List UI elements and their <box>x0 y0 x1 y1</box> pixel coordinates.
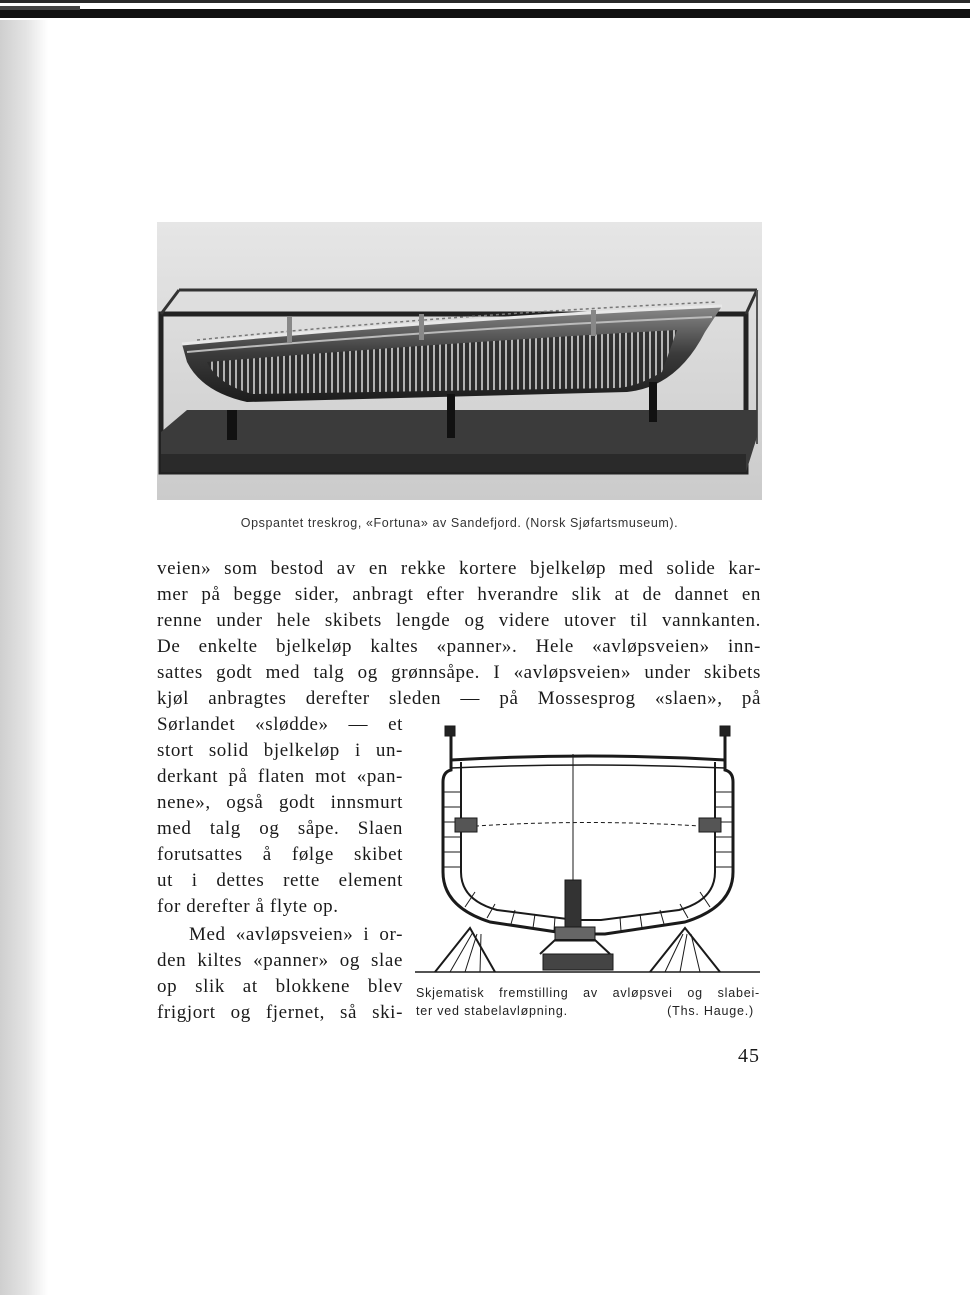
column-text-line: nene», også godt innsmurt <box>157 792 403 813</box>
diagram-caption-line: Skjematisk fremstilling av avløpsvei og slabei- <box>416 986 760 1000</box>
body-text-line: renne under hele skibets lengde og videre utover til vannkanten. <box>157 610 761 631</box>
body-text-line: veien» som bestod av en rekke kortere bjelkeløp med solide kar- <box>157 558 761 579</box>
body-text-line: sattes godt med talg og grønnsåpe. I «avløpsveien» under skibets <box>157 662 761 683</box>
hull-cross-section-diagram <box>415 722 760 977</box>
column-text-line: op slik at blokkene blev <box>157 976 403 997</box>
photo-caption: Opspantet treskrog, «Fortuna» av Sandefjord. (Norsk Sjøfartsmuseum). <box>240 516 679 530</box>
column-text-line: forutsattes å følge skibet <box>157 844 403 865</box>
diagram-credit: (Ths. Hauge.) <box>667 1004 754 1018</box>
top-border-rule <box>0 0 970 20</box>
page-number: 45 <box>738 1045 760 1067</box>
column-text-line: Sørlandet «slødde» — et <box>157 714 403 735</box>
column-text-line: for derefter å flyte op. <box>157 896 339 917</box>
ship-model-photo <box>157 222 762 500</box>
page-gutter-shadow <box>0 20 48 1295</box>
column-text-line: Med «avløpsveien» i or- <box>189 924 403 945</box>
column-text-line: med talg og såpe. Slaen <box>157 818 403 839</box>
column-text-line: den kiltes «panner» og slae <box>157 950 403 971</box>
body-text-line: mer på begge sider, anbragt efter hverandre slik at de dannet en <box>157 584 761 605</box>
diagram-caption-line <box>416 1004 760 1018</box>
body-text-line: kjøl anbragtes derefter sleden — på Mossesprog «slaen», på <box>157 688 761 709</box>
column-text-line: derkant på flaten mot «pan- <box>157 766 403 787</box>
body-text-line: De enkelte bjelkeløp kaltes «panner». Hele «avløpsveien» inn- <box>157 636 761 657</box>
column-text-line: frigjort og fjernet, så ski- <box>157 1002 403 1023</box>
diagram-caption-text: ter ved stabelavløpning. <box>416 1004 568 1018</box>
column-text-line: ut i dettes rette element <box>157 870 403 891</box>
column-text-line: stort solid bjelkeløp i un- <box>157 740 403 761</box>
